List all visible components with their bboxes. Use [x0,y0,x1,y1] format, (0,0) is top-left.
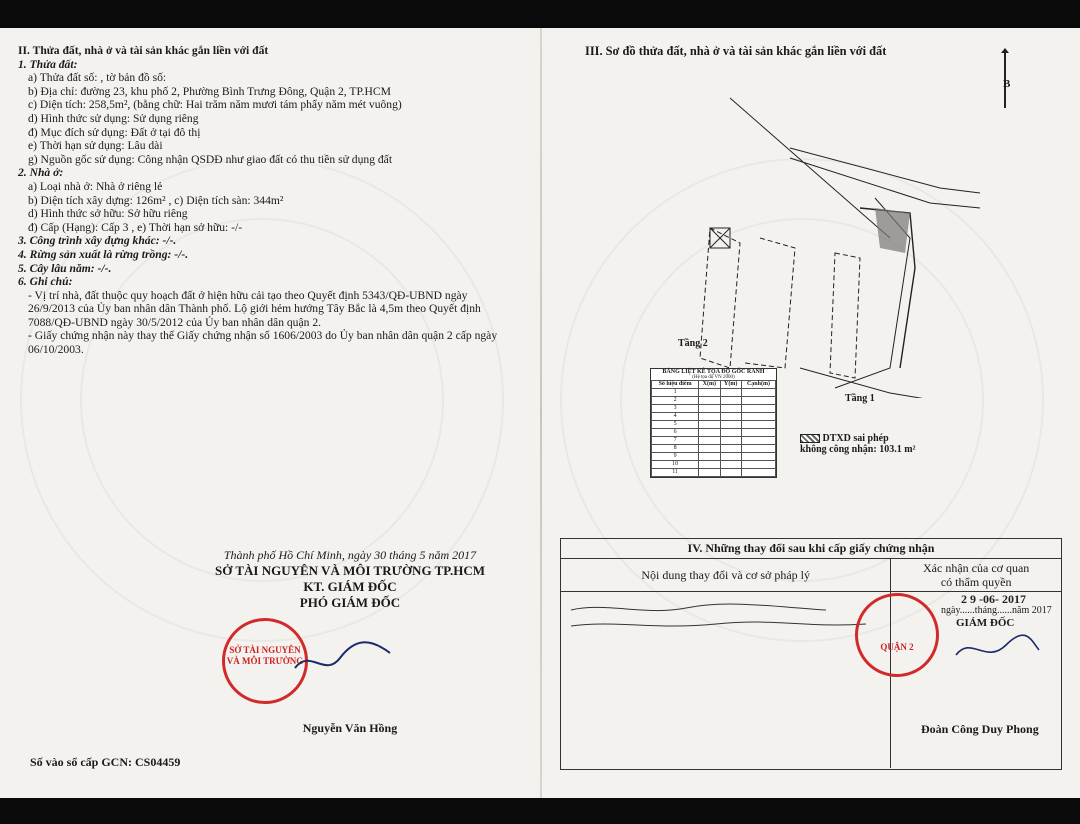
date-line: ngày......tháng......năm 2017 [941,605,1052,616]
changes-title: IV. Những thay đổi sau khi cấp giấy chứng nhận [561,539,1061,559]
land-line: d) Hình thức sử dụng: Sử dụng riêng [28,111,199,125]
changes-body [561,592,1061,767]
land-line: c) Diện tích: 258,5m², (bằng chữ: Hai trăm năm mươi tám phẩy năm mét vuông) [28,98,402,112]
floor-1-label: Tầng 1 [845,393,875,404]
right-signer-name: Đoàn Công Duy Phong [921,722,1039,736]
coord-title: BẢNG LIỆT KÊ TỌA ĐỘ GÓC RANH [662,369,765,375]
coord-point: 3 [652,405,699,413]
date-stamp: 2 9 -06- 2017 [961,592,1026,606]
gcn-number: Số vào sổ cấp GCN: CS04459 [30,755,181,769]
changes-header-row [561,559,1061,592]
coord-point: 2 [652,397,699,405]
land-line: b) Địa chỉ: đường 23, khu phố 2, Phường Bình Trưng Đông, Quận 2, TP.HCM [28,84,391,98]
coord-point: 11 [652,469,699,477]
coord-point: 9 [652,453,699,461]
section-title: II. Thửa đất, nhà ở và tài sản khác gắn liền với đất [18,44,269,57]
issuing-org: SỞ TÀI NGUYÊN VÀ MÔI TRƯỜNG TP.HCM [214,563,486,578]
land-line: a) Thửa đất số: , tờ bản đồ số: [28,71,167,85]
place-date: Thành phố Hồ Chí Minh, ngày 30 tháng 5 năm 2017 [223,548,477,562]
signer-name: Nguyễn Văn Hồng [302,721,398,735]
coord-grid [651,380,776,477]
coord-point: 8 [652,445,699,453]
coord-point: 1 [652,389,699,397]
floor-2-label: Tầng 2 [678,338,708,349]
page-fold [540,28,542,798]
deputy-director: PHÓ GIÁM ĐỐC [299,595,401,610]
changes-table [560,538,1062,770]
coord-point: 5 [652,421,699,429]
right-stamp-text: QUẬN 2 [880,642,914,652]
confirm-line-2: có thẩm quyền [940,575,1012,589]
kt-director: KT. GIÁM ĐỐC [303,579,397,594]
house-line: đ) Cấp (Hạng): Cấp 3 , e) Thời hạn sở hữu: -/- [28,220,243,234]
coord-point: 10 [652,461,699,469]
coord-header: Số hiệu điểm [652,381,699,389]
land-line: g) Nguồn gốc sử dụng: Công nhận QSDĐ như giao đất có thu tiền sử dụng đất [28,152,393,166]
perennial-trees: 5. Cây lâu năm: -/-. [18,261,112,275]
certificate-page [0,28,1080,798]
north-label: B [1003,78,1011,90]
land-info-section [18,44,528,357]
coord-header: Cạnh(m) [741,381,775,389]
notes-heading: 6. Ghi chú: [18,275,73,289]
handwritten-entry [566,598,886,638]
house-heading: 2. Nhà ở: [18,166,64,180]
coord-point: 6 [652,429,699,437]
house-line: b) Diện tích xây dựng: 126m² , c) Diện tích sàn: 344m² [28,193,284,207]
director-title: GIÁM ĐỐC [956,617,1015,629]
coordinate-table [650,368,777,478]
note-2: - Giấy chứng nhận này thay thế Giấy chứng nhận số 1606/2003 do Ủy ban nhân dân quận 2 cấp ngày 06/10/2003. [28,329,498,357]
illegal-construction-hatch [875,208,910,253]
coord-point: 7 [652,437,699,445]
signature-left [290,628,400,688]
house-line: d) Hình thức sở hữu: Sở hữu riêng [28,207,188,221]
coord-header: Y(m) [720,381,741,389]
official-stamp-right [855,593,939,677]
signature-right [951,630,1041,670]
diagram-title: III. Sơ đồ thửa đất, nhà ở và tài sản khác gắn liền với đất [585,44,887,58]
dtxd-value: không công nhận: 103.1 m² [800,444,916,455]
land-line: đ) Mục đích sử dụng: Đất ở tại đô thị [28,125,201,139]
site-plan-drawing [560,68,1060,398]
hatch-swatch-icon [800,434,820,443]
confirm-line-1: Xác nhận của cơ quan [923,561,1030,575]
coord-header: X(m) [699,381,720,389]
coord-subtitle: (Hệ tọa độ VN 2000) [692,375,735,380]
other-works: 3. Công trình xây dựng khác: -/-. [18,234,177,248]
illegal-area-legend [800,433,916,455]
diagram-section [585,44,1065,59]
note-1: - Vị trí nhà, đất thuộc quy hoạch đất ở hiện hữu cải tạo theo Quyết định 5343/QĐ-UBND ngày 26/9/2013 của Ủy ban nhân dân Thành phố. Lộ giới hẻm hướng Tây Bắc là 4,5m theo Quyết định 7088/QĐ-UBND ngày 30/5/2012 của Ủy ban nhân dân quận 2. [28,288,481,329]
land-line: e) Thời hạn sử dụng: Lâu dài [28,139,163,153]
changes-col-confirm [891,559,1061,591]
land-plot-heading: 1. Thửa đất: [18,57,78,71]
house-line: a) Loại nhà ở: Nhà ở riêng lẻ [28,179,163,193]
stamp-text: SỞ TÀI NGUYÊN VÀ MÔI TRƯỜNG [226,645,304,666]
changes-col-content: Nội dung thay đổi và cơ sở pháp lý [561,559,891,591]
coord-point: 4 [652,413,699,421]
forest: 4. Rừng sản xuất là rừng trồng: -/-. [18,247,189,261]
dtxd-label: DTXD sai phép [822,433,889,444]
